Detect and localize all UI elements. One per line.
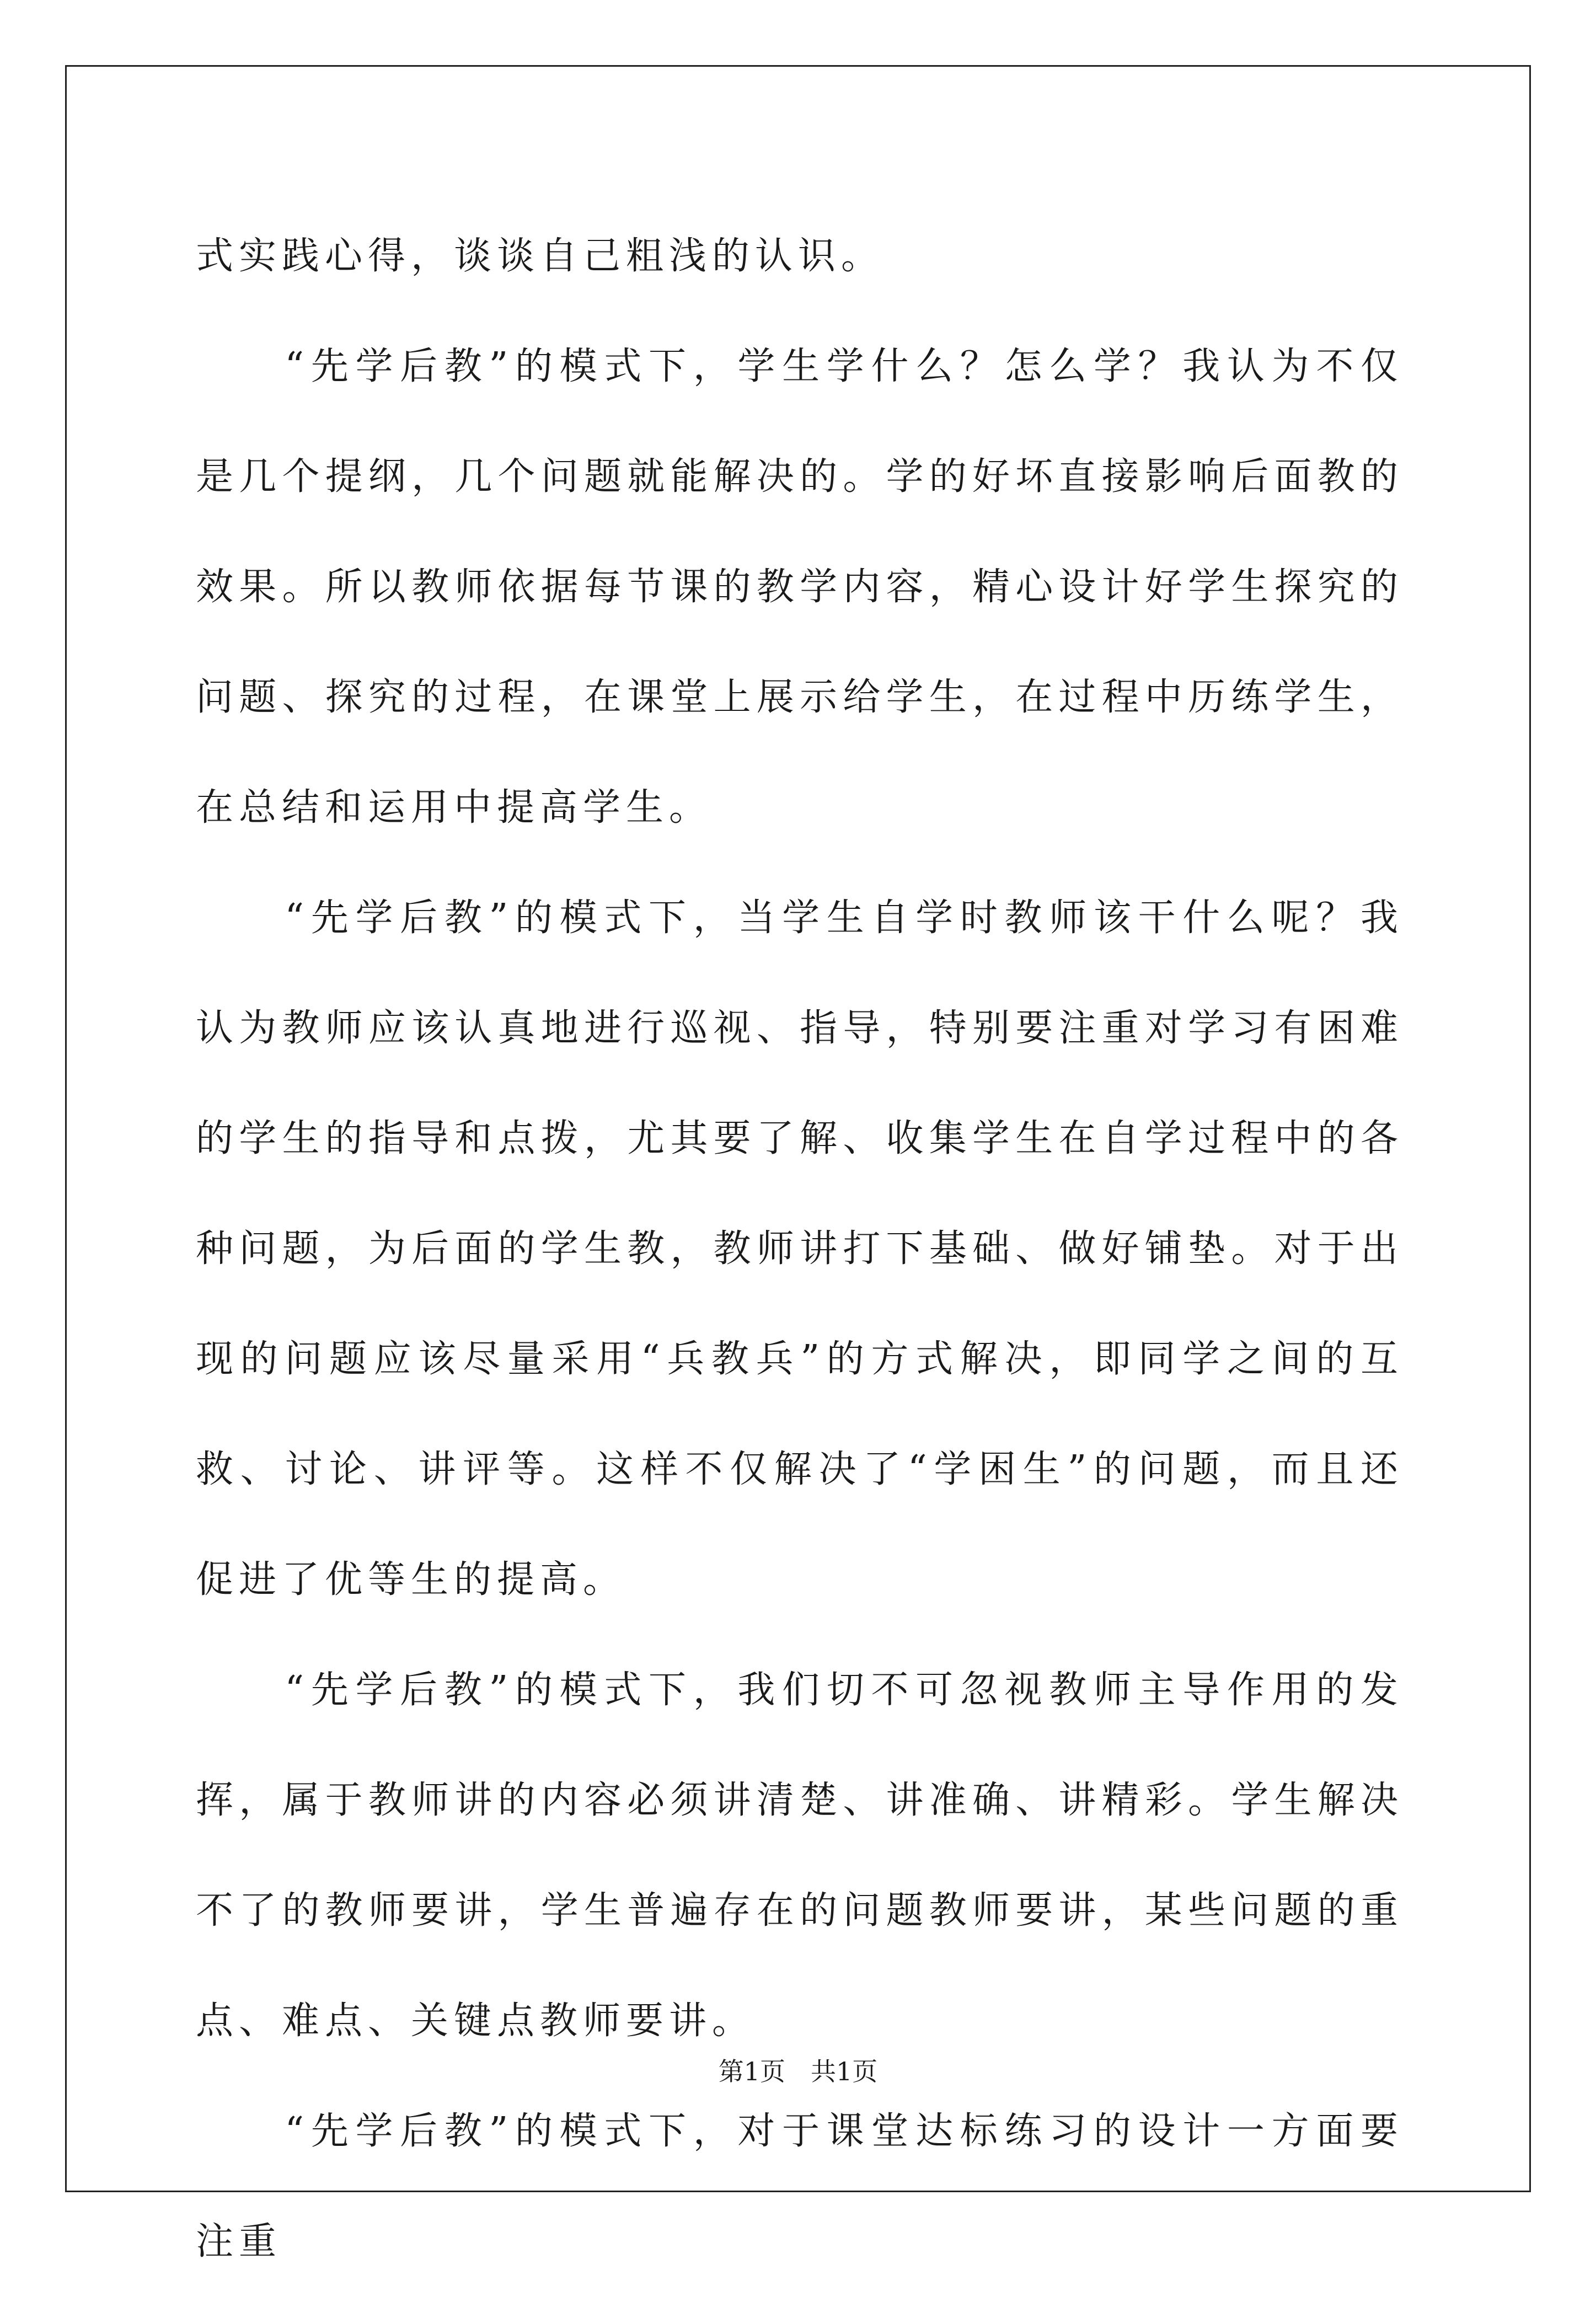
document-body xyxy=(196,201,1404,2297)
page-number-footer: 第1页 共1页 xyxy=(718,2057,878,2086)
paragraph-3: “先学后教”的模式下，当学生自学时教师该干什么呢？我认为教师应该认真地进行巡视、指导，特别要注重对学习有困难的学生的指导和点拨，尤其要了解、收集学生在自学过程中的各种问题，为后面的学生教，教师讲打下基础、做好铺垫。对于出现的问题应该尽量采用“兵教兵”的方式解决，即同学之间的互救、讨论、讲评等。这样不仅解决了“学困生”的问题，而且还促进了优等生的提高。 xyxy=(196,896,1404,1602)
paragraph-1: 式实践心得，谈谈自己粗浅的认识。 xyxy=(196,234,885,278)
paragraph-2: “先学后教”的模式下，学生学什么？怎么学？我认为不仅是几个提纲，几个问题就能解决的。学的好坏直接影响后面教的效果。所以教师依据每节课的教学内容，精心设计好学生探究的问题、探究的过程，在课堂上展示给学生，在过程中历练学生，在总结和运用中提高学生。 xyxy=(196,345,1404,829)
paragraph-4: “先学后教”的模式下，我们切不可忽视教师主导作用的发挥，属于教师讲的内容必须讲清楚、讲准确、讲精彩。学生解决不了的教师要讲，学生普遍存在的问题教师要讲，某些问题的重点、难点、关键点教师要讲。 xyxy=(196,1668,1404,2043)
paragraph-5: “先学后教”的模式下，对于课堂达标练习的设计一方面要注重 xyxy=(196,2109,1404,2263)
